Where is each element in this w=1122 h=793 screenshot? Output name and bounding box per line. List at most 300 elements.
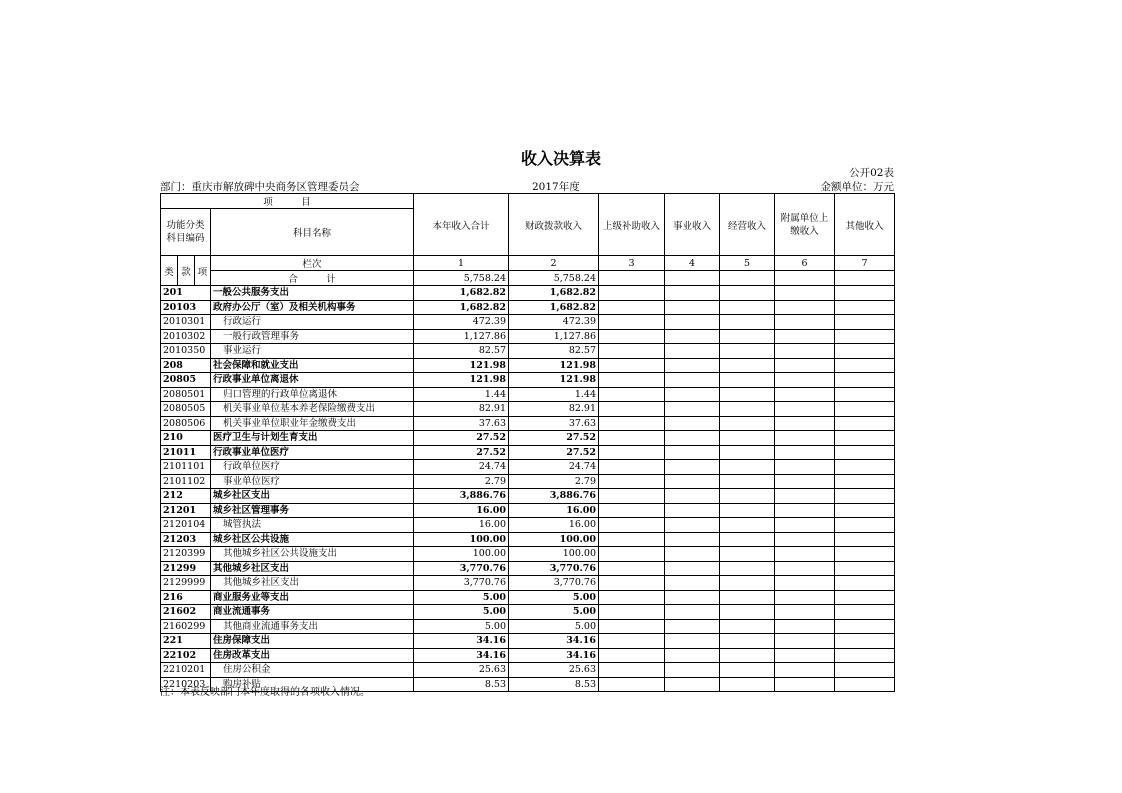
empty-cell xyxy=(665,561,720,576)
row-name: 事业单位医疗 xyxy=(211,474,414,489)
table-row xyxy=(161,329,895,344)
row-total-income: 34.16 xyxy=(414,634,509,649)
row-total-income: 27.52 xyxy=(414,445,509,460)
empty-cell xyxy=(835,503,895,518)
row-name: 机关事业单位职业年金缴费支出 xyxy=(211,416,414,431)
row-fiscal-allocation: 34.16 xyxy=(509,648,599,663)
row-fiscal-allocation: 25.63 xyxy=(509,663,599,678)
empty-cell xyxy=(775,561,835,576)
table-row xyxy=(161,619,895,634)
row-code: 21602 xyxy=(161,605,211,620)
empty-cell xyxy=(775,300,835,315)
name-header: 科目名称 xyxy=(211,209,414,256)
row-code: 21011 xyxy=(161,445,211,460)
empty-cell xyxy=(665,663,720,678)
row-name: 城乡社区支出 xyxy=(211,489,414,504)
row-code: 2129999 xyxy=(161,576,211,591)
row-name: 社会保障和就业支出 xyxy=(211,358,414,373)
empty-cell xyxy=(665,619,720,634)
row-total-income: 82.91 xyxy=(414,402,509,417)
empty-cell xyxy=(720,634,775,649)
empty-cell xyxy=(665,329,720,344)
empty-cell xyxy=(775,590,835,605)
empty-cell xyxy=(775,445,835,460)
empty-cell xyxy=(665,677,720,692)
col-header-operating-income: 经营收入 xyxy=(720,194,775,256)
row-fiscal-allocation: 121.98 xyxy=(509,373,599,388)
empty-cell xyxy=(835,344,895,359)
empty-cell xyxy=(720,561,775,576)
row-code: 21203 xyxy=(161,532,211,547)
row-fiscal-allocation: 37.63 xyxy=(509,416,599,431)
table-row xyxy=(161,503,895,518)
row-fiscal-allocation: 16.00 xyxy=(509,503,599,518)
empty-cell xyxy=(835,286,895,301)
empty-cell xyxy=(720,474,775,489)
empty-cell xyxy=(835,605,895,620)
empty-cell xyxy=(720,387,775,402)
col-number-3: 3 xyxy=(599,256,665,271)
empty-cell xyxy=(835,402,895,417)
empty-cell xyxy=(599,344,665,359)
row-fiscal-allocation: 5.00 xyxy=(509,590,599,605)
empty-cell xyxy=(775,315,835,330)
row-code: 2101102 xyxy=(161,474,211,489)
row-fiscal-allocation: 8.53 xyxy=(509,677,599,692)
department-label: 部门：重庆市解放碑中央商务区管理委员会 xyxy=(160,181,360,193)
empty-cell xyxy=(775,634,835,649)
row-fiscal-allocation: 34.16 xyxy=(509,634,599,649)
empty-cell xyxy=(720,590,775,605)
empty-cell xyxy=(720,547,775,562)
empty-cell xyxy=(720,329,775,344)
empty-cell xyxy=(775,373,835,388)
row-name: 一般行政管理事务 xyxy=(211,329,414,344)
table-row xyxy=(161,576,895,591)
empty-cell xyxy=(720,358,775,373)
table-row xyxy=(161,300,895,315)
table-row xyxy=(161,402,895,417)
row-code: 21299 xyxy=(161,561,211,576)
empty-cell xyxy=(720,373,775,388)
empty-cell xyxy=(665,344,720,359)
empty-cell xyxy=(835,416,895,431)
empty-cell xyxy=(720,402,775,417)
row-total-income: 5.00 xyxy=(414,605,509,620)
row-name: 商业服务业等支出 xyxy=(211,590,414,605)
empty-cell xyxy=(599,576,665,591)
table-row xyxy=(161,590,895,605)
table-row xyxy=(161,634,895,649)
row-fiscal-allocation: 2.79 xyxy=(509,474,599,489)
empty-cell xyxy=(720,460,775,475)
empty-cell xyxy=(665,547,720,562)
empty-cell xyxy=(835,590,895,605)
row-total-income: 82.57 xyxy=(414,344,509,359)
row-code: 2080505 xyxy=(161,402,211,417)
amount-unit: 金额单位：万元 xyxy=(820,181,894,193)
empty-cell xyxy=(775,619,835,634)
empty-cell xyxy=(599,431,665,446)
empty-cell xyxy=(835,619,895,634)
row-code: 2010302 xyxy=(161,329,211,344)
empty-cell xyxy=(665,634,720,649)
row-name: 城乡社区管理事务 xyxy=(211,503,414,518)
row-total-income: 16.00 xyxy=(414,518,509,533)
row-total-income: 27.52 xyxy=(414,431,509,446)
empty-cell xyxy=(720,663,775,678)
empty-cell xyxy=(835,547,895,562)
col-header-fiscal-allocation: 财政拨款收入 xyxy=(509,194,599,256)
row-code: 212 xyxy=(161,489,211,504)
empty-cell xyxy=(599,532,665,547)
empty-cell xyxy=(835,387,895,402)
empty-cell xyxy=(665,518,720,533)
empty-cell xyxy=(665,358,720,373)
row-code: 208 xyxy=(161,358,211,373)
row-total-income: 25.63 xyxy=(414,663,509,678)
report-meta xyxy=(160,179,894,193)
col-number-7: 7 xyxy=(835,256,895,271)
empty-cell xyxy=(599,634,665,649)
empty-cell xyxy=(775,474,835,489)
row-name: 城管执法 xyxy=(211,518,414,533)
xiang-header: 项 xyxy=(195,256,211,286)
col-number-2: 2 xyxy=(509,256,599,271)
table-row xyxy=(161,605,895,620)
row-total-income: 3,770.76 xyxy=(414,561,509,576)
empty-cell xyxy=(835,460,895,475)
row-name: 一般公共服务支出 xyxy=(211,286,414,301)
row-code: 210 xyxy=(161,431,211,446)
empty-cell xyxy=(775,460,835,475)
row-fiscal-allocation: 5.00 xyxy=(509,619,599,634)
col-number-4: 4 xyxy=(665,256,720,271)
empty-cell xyxy=(775,344,835,359)
table-row xyxy=(161,460,895,475)
row-code: 2010350 xyxy=(161,344,211,359)
empty-cell xyxy=(775,489,835,504)
col-header-other-income: 其他收入 xyxy=(835,194,895,256)
table-row xyxy=(161,387,895,402)
row-fiscal-allocation: 100.00 xyxy=(509,532,599,547)
empty-cell xyxy=(599,445,665,460)
row-name: 行政单位医疗 xyxy=(211,460,414,475)
row-code: 20805 xyxy=(161,373,211,388)
empty-cell xyxy=(720,489,775,504)
row-total-income: 472.39 xyxy=(414,315,509,330)
row-fiscal-allocation: 16.00 xyxy=(509,518,599,533)
empty-cell xyxy=(599,677,665,692)
empty-cell xyxy=(835,431,895,446)
empty-cell xyxy=(665,532,720,547)
empty-cell xyxy=(665,286,720,301)
col-header-superior-subsidy: 上级补助收入 xyxy=(599,194,665,256)
table-row xyxy=(161,561,895,576)
empty-cell xyxy=(775,547,835,562)
row-code: 2010301 xyxy=(161,315,211,330)
empty-cell xyxy=(775,503,835,518)
empty-cell xyxy=(665,300,720,315)
col-header-total-income: 本年收入合计 xyxy=(414,194,509,256)
row-total-income: 37.63 xyxy=(414,416,509,431)
row-total-income: 121.98 xyxy=(414,373,509,388)
row-total-income: 16.00 xyxy=(414,503,509,518)
row-code: 2210203 xyxy=(161,677,211,692)
row-fiscal-allocation: 82.91 xyxy=(509,402,599,417)
row-name: 其他商业流通事务支出 xyxy=(211,619,414,634)
row-code: 20103 xyxy=(161,300,211,315)
row-name: 住房保障支出 xyxy=(211,634,414,649)
empty-cell xyxy=(665,402,720,417)
row-name: 政府办公厅（室）及相关机构事务 xyxy=(211,300,414,315)
empty-cell xyxy=(775,431,835,446)
footnote: 注：本表反映部门本年度取得的各项收入情况。 xyxy=(160,687,370,698)
empty-cell xyxy=(775,402,835,417)
empty-cell xyxy=(665,576,720,591)
row-code: 22102 xyxy=(161,648,211,663)
kuan-header: 款 xyxy=(178,256,195,286)
empty-cell xyxy=(835,329,895,344)
empty-cell xyxy=(720,315,775,330)
table-row xyxy=(161,648,895,663)
lanci-header: 栏次 xyxy=(211,256,414,271)
row-total-income: 24.74 xyxy=(414,460,509,475)
row-code: 21201 xyxy=(161,503,211,518)
row-total-income: 3,770.76 xyxy=(414,576,509,591)
empty-cell xyxy=(720,518,775,533)
empty-cell xyxy=(775,329,835,344)
empty-cell xyxy=(599,663,665,678)
income-table xyxy=(160,193,895,692)
empty-cell xyxy=(720,619,775,634)
col-number-5: 5 xyxy=(720,256,775,271)
empty-cell xyxy=(775,286,835,301)
col-header-business-income: 事业收入 xyxy=(665,194,720,256)
row-name: 医疗卫生与计划生育支出 xyxy=(211,431,414,446)
table-row xyxy=(161,286,895,301)
empty-cell xyxy=(599,648,665,663)
row-code: 2080501 xyxy=(161,387,211,402)
empty-cell xyxy=(720,648,775,663)
empty-cell xyxy=(599,387,665,402)
empty-cell xyxy=(720,286,775,301)
empty-cell xyxy=(835,663,895,678)
empty-cell xyxy=(599,460,665,475)
row-total-income: 8.53 xyxy=(414,677,509,692)
empty-cell xyxy=(720,576,775,591)
empty-cell xyxy=(775,416,835,431)
empty-cell xyxy=(835,358,895,373)
empty-cell xyxy=(835,532,895,547)
empty-cell xyxy=(775,532,835,547)
empty-cell xyxy=(775,648,835,663)
empty-cell xyxy=(665,445,720,460)
row-code: 216 xyxy=(161,590,211,605)
empty-cell xyxy=(599,373,665,388)
empty-cell xyxy=(835,561,895,576)
fiscal-year: 2017年度 xyxy=(532,181,580,193)
row-total-income: 5.00 xyxy=(414,619,509,634)
table-row xyxy=(161,474,895,489)
table-row xyxy=(161,489,895,504)
row-name: 行政事业单位医疗 xyxy=(211,445,414,460)
empty-cell xyxy=(599,286,665,301)
row-fiscal-allocation: 1,127.86 xyxy=(509,329,599,344)
row-fiscal-allocation: 3,770.76 xyxy=(509,561,599,576)
empty-cell xyxy=(720,416,775,431)
row-fiscal-allocation: 27.52 xyxy=(509,445,599,460)
table-row xyxy=(161,445,895,460)
empty-cell xyxy=(720,503,775,518)
row-name: 行政运行 xyxy=(211,315,414,330)
total-label: 合 计 xyxy=(211,271,414,286)
empty-cell xyxy=(665,460,720,475)
empty-cell xyxy=(775,677,835,692)
empty-cell xyxy=(599,489,665,504)
empty-cell xyxy=(720,532,775,547)
empty-cell xyxy=(835,445,895,460)
empty-cell xyxy=(835,677,895,692)
empty-cell xyxy=(720,605,775,620)
empty-cell xyxy=(720,431,775,446)
row-total-income: 1,682.82 xyxy=(414,300,509,315)
table-row xyxy=(161,547,895,562)
empty-cell xyxy=(665,605,720,620)
empty-cell xyxy=(665,489,720,504)
code-header: 功能分类科目编码 xyxy=(161,209,211,256)
row-total-income: 1,682.82 xyxy=(414,286,509,301)
empty-cell xyxy=(599,315,665,330)
table-row xyxy=(161,532,895,547)
empty-cell xyxy=(599,605,665,620)
empty-cell xyxy=(835,489,895,504)
empty-cell xyxy=(665,373,720,388)
empty-cell xyxy=(599,590,665,605)
row-fiscal-allocation: 1.44 xyxy=(509,387,599,402)
empty-cell xyxy=(835,518,895,533)
col-number-1: 1 xyxy=(414,256,509,271)
total-fiscal-value: 5,758.24 xyxy=(509,271,599,286)
empty-cell xyxy=(599,518,665,533)
row-fiscal-allocation: 82.57 xyxy=(509,344,599,359)
table-row xyxy=(161,344,895,359)
empty-cell xyxy=(835,576,895,591)
row-total-income: 100.00 xyxy=(414,547,509,562)
row-total-income: 121.98 xyxy=(414,358,509,373)
empty-cell xyxy=(835,648,895,663)
empty-cell xyxy=(775,387,835,402)
empty-cell xyxy=(665,431,720,446)
row-total-income: 1.44 xyxy=(414,387,509,402)
table-row xyxy=(161,518,895,533)
empty-cell xyxy=(599,329,665,344)
empty-cell xyxy=(720,300,775,315)
row-fiscal-allocation: 5.00 xyxy=(509,605,599,620)
empty-cell xyxy=(599,503,665,518)
empty-cell xyxy=(835,300,895,315)
empty-cell xyxy=(720,677,775,692)
row-code: 2101101 xyxy=(161,460,211,475)
empty-cell xyxy=(835,373,895,388)
empty-cell xyxy=(835,474,895,489)
empty-cell xyxy=(599,474,665,489)
total-income-value: 5,758.24 xyxy=(414,271,509,286)
row-name: 住房公积金 xyxy=(211,663,414,678)
empty-cell xyxy=(599,619,665,634)
row-code: 2210201 xyxy=(161,663,211,678)
form-number: 公开02表 xyxy=(849,167,894,179)
row-code: 2120399 xyxy=(161,547,211,562)
row-total-income: 1,127.86 xyxy=(414,329,509,344)
row-fiscal-allocation: 1,682.82 xyxy=(509,286,599,301)
row-total-income: 3,886.76 xyxy=(414,489,509,504)
empty-cell xyxy=(599,402,665,417)
empty-cell xyxy=(775,358,835,373)
empty-cell xyxy=(835,315,895,330)
row-code: 201 xyxy=(161,286,211,301)
row-name: 住房改革支出 xyxy=(211,648,414,663)
col-number-6: 6 xyxy=(775,256,835,271)
row-name: 其他城乡社区支出 xyxy=(211,561,414,576)
row-fiscal-allocation: 27.52 xyxy=(509,431,599,446)
empty-cell xyxy=(665,387,720,402)
empty-cell xyxy=(775,663,835,678)
empty-cell xyxy=(775,576,835,591)
empty-cell xyxy=(665,315,720,330)
empty-cell xyxy=(599,358,665,373)
empty-cell xyxy=(665,416,720,431)
empty-cell xyxy=(599,561,665,576)
empty-cell xyxy=(665,648,720,663)
report-title: 收入决算表 xyxy=(520,149,601,168)
row-fiscal-allocation: 24.74 xyxy=(509,460,599,475)
empty-cell xyxy=(665,503,720,518)
row-name: 机关事业单位基本养老保险缴费支出 xyxy=(211,402,414,417)
empty-cell xyxy=(599,300,665,315)
row-fiscal-allocation: 121.98 xyxy=(509,358,599,373)
empty-cell xyxy=(835,634,895,649)
row-fiscal-allocation: 472.39 xyxy=(509,315,599,330)
empty-cell xyxy=(720,445,775,460)
table-row xyxy=(161,663,895,678)
row-fiscal-allocation: 3,886.76 xyxy=(509,489,599,504)
row-code: 2080506 xyxy=(161,416,211,431)
empty-cell xyxy=(775,518,835,533)
row-total-income: 5.00 xyxy=(414,590,509,605)
row-fiscal-allocation: 3,770.76 xyxy=(509,576,599,591)
table-row xyxy=(161,431,895,446)
col-header-affiliated-income: 附属单位上缴收入 xyxy=(775,194,835,256)
lei-header: 类 xyxy=(161,256,178,286)
empty-cell xyxy=(599,547,665,562)
empty-cell xyxy=(665,590,720,605)
table-row xyxy=(161,315,895,330)
row-fiscal-allocation: 1,682.82 xyxy=(509,300,599,315)
row-code: 2160299 xyxy=(161,619,211,634)
row-name: 事业运行 xyxy=(211,344,414,359)
table-row xyxy=(161,358,895,373)
row-name: 其他城乡社区支出 xyxy=(211,576,414,591)
table-row xyxy=(161,416,895,431)
row-name: 归口管理的行政单位离退休 xyxy=(211,387,414,402)
row-name: 行政事业单位离退休 xyxy=(211,373,414,388)
row-name: 其他城乡社区公共设施支出 xyxy=(211,547,414,562)
empty-cell xyxy=(775,605,835,620)
row-name: 购房补贴 xyxy=(211,677,414,692)
row-name: 商业流通事务 xyxy=(211,605,414,620)
item-header: 项 目 xyxy=(161,194,414,209)
